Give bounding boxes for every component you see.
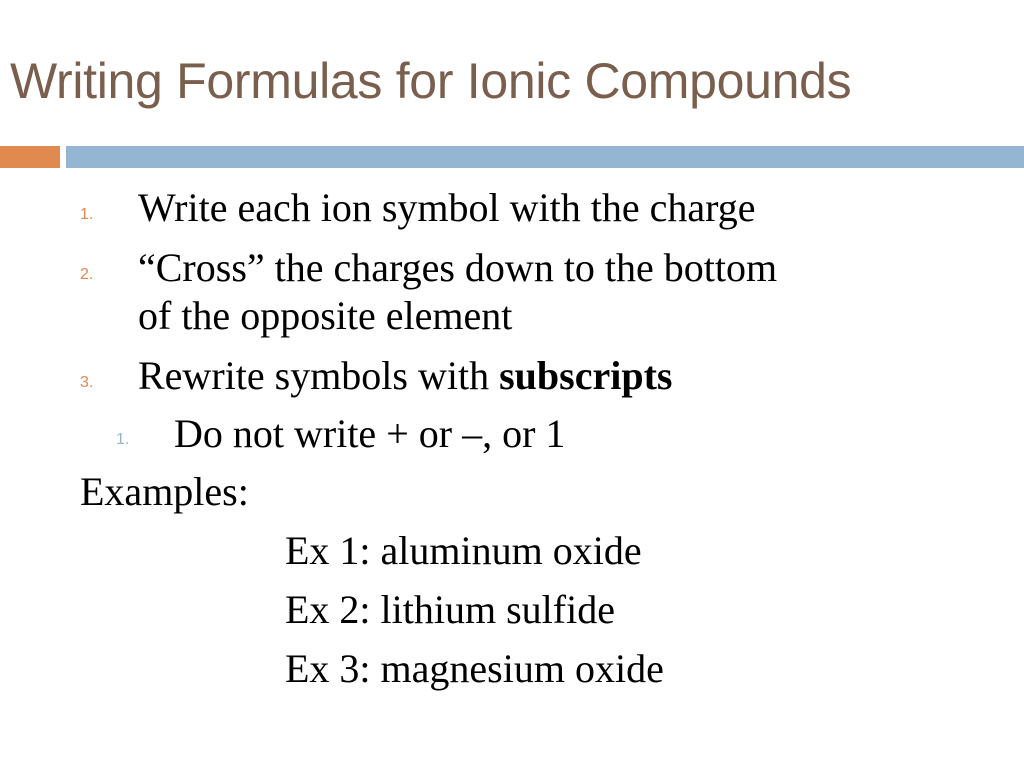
slide-title: Writing Formulas for Ionic Compounds [10, 53, 852, 109]
step-3-number: 3. [80, 374, 94, 391]
step-2-text-line1: “Cross” the charges down to the bottom [138, 245, 778, 290]
step-3-text-bold: subscripts [499, 353, 673, 398]
step-2-number: 2. [80, 266, 94, 283]
step-1-text: Write each ion symbol with the charge [138, 185, 756, 230]
step-3-text-plain: Rewrite symbols with [138, 353, 500, 398]
examples-heading: Examples: [80, 469, 249, 514]
title-accent-bar-orange [0, 146, 60, 168]
example-item: Ex 3: magnesium oxide [285, 646, 664, 691]
substep-1-number: 1. [116, 431, 130, 448]
substep-1-text: Do not write + or –, or 1 [174, 411, 566, 456]
step-1-number: 1. [80, 206, 94, 223]
title-accent-bar-blue [66, 146, 1024, 168]
example-item: Ex 2: lithium sulfide [285, 587, 615, 632]
step-3-text [138, 352, 672, 400]
example-item: Ex 1: aluminum oxide [285, 528, 642, 573]
step-2-text-line2: of the opposite element [138, 293, 513, 338]
